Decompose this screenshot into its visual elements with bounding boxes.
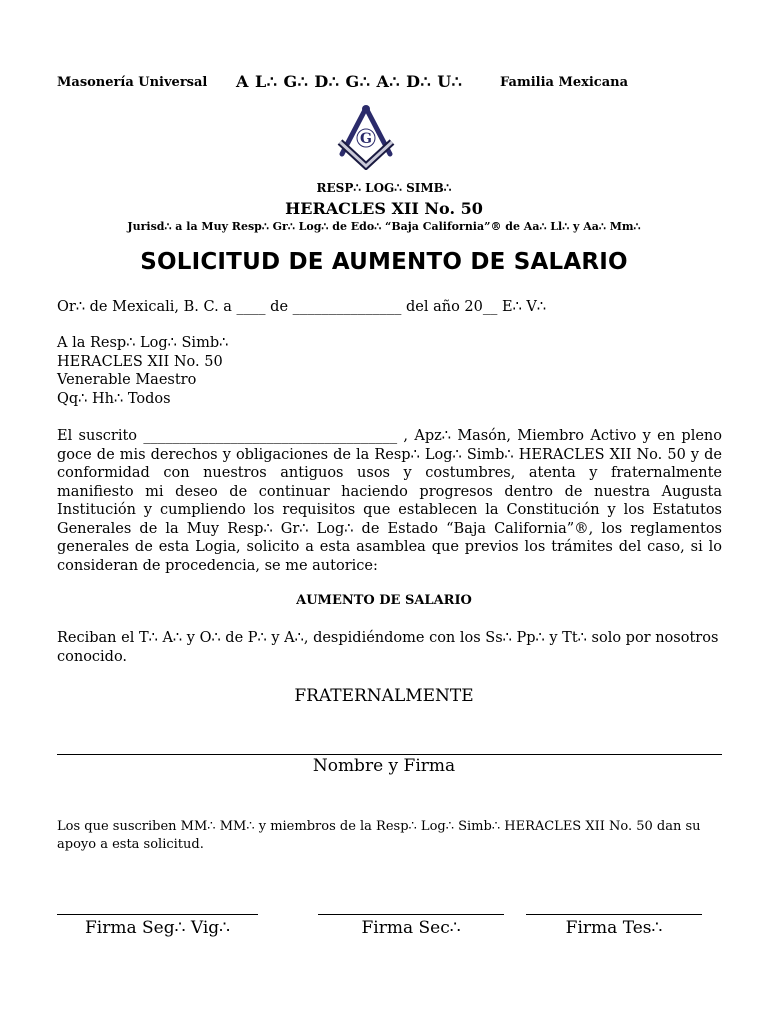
address-line: Venerable Maestro (57, 372, 197, 388)
signature-line (57, 754, 722, 755)
signature-line-sec (318, 914, 504, 915)
address-block (57, 334, 228, 408)
signature-line-tes (526, 914, 702, 915)
support-paragraph: Los que suscriben MM∴ MM∴ y miembros de la Resp∴ Log∴ Simb∴ HERACLES XII No. 50 dan su apoyo a esta solicitud. (57, 819, 701, 852)
signature-label-seg-vig: Firma Seg∴ Vig∴ (85, 918, 230, 938)
lodge-line-1: RESP∴ LOG∴ SIMB∴ (316, 181, 452, 195)
header-center: A L∴ G∴ D∴ G∴ A∴ D∴ U∴ (236, 72, 463, 91)
subject-heading: AUMENTO DE SALARIO (296, 593, 472, 608)
closing-paragraph: Reciban el T∴ A∴ y O∴ de P∴ y A∴, despidiéndome con los Ss∴ Pp∴ y Tt∴ solo por nosotros conocido. (57, 630, 719, 665)
signature-line-seg-vig (57, 914, 258, 915)
header-right: Familia Mexicana (500, 75, 629, 90)
address-line: A la Resp∴ Log∴ Simb∴ (57, 335, 229, 351)
signature-label: Nombre y Firma (312, 756, 456, 776)
signature-label-sec: Firma Sec∴ (361, 918, 461, 938)
lodge-jurisdiction: Jurisd∴ a la Muy Resp∴ Gr∴ Log∴ de Edo∴ “Baja California”® de Aa∴ Ll∴ y Aa∴ Mm∴ (127, 220, 641, 233)
salutation: FRATERNALMENTE (294, 686, 474, 706)
address-line: Qq∴ Hh∴ Todos (57, 390, 171, 407)
date-line: Or∴ de Mexicali, B. C. a ____ de _______________ del año 20__ E∴ V∴ (57, 299, 547, 315)
header-left: Masonería Universal (57, 75, 208, 90)
body-paragraph: El suscrito ___________________________________ , Apz∴ Masón, Miembro Activo y en pleno goce de mis derechos y obligaciones de la Resp∴ Log∴ Simb∴ HERACLES XII No. 50 y de conformidad con nuestros antiguos usos y costumbres, atenta y fraternalmente manifiesto mi deseo de continuar haciendo progresos dentro de nuestra Augusta Institución y cumpliendo los requisitos que establecen la Constitución y los Estatutos Generales de la Muy Resp∴ Gr∴ Log∴ de Estado “Baja California”®, los reglamentos generales de esta Logia, solicito a esta asamblea que previos los trámites del caso, si lo consideran de procedencia, se me autorice: (57, 428, 722, 574)
lodge-line-2: HERACLES XII No. 50 (285, 199, 483, 218)
address-line: HERACLES XII No. 50 (57, 353, 223, 370)
document-title: SOLICITUD DE AUMENTO DE SALARIO (140, 249, 628, 275)
square-compass-emblem (334, 104, 398, 170)
emblem-letter: G (360, 131, 372, 147)
signature-label-tes: Firma Tes∴ (565, 918, 663, 938)
